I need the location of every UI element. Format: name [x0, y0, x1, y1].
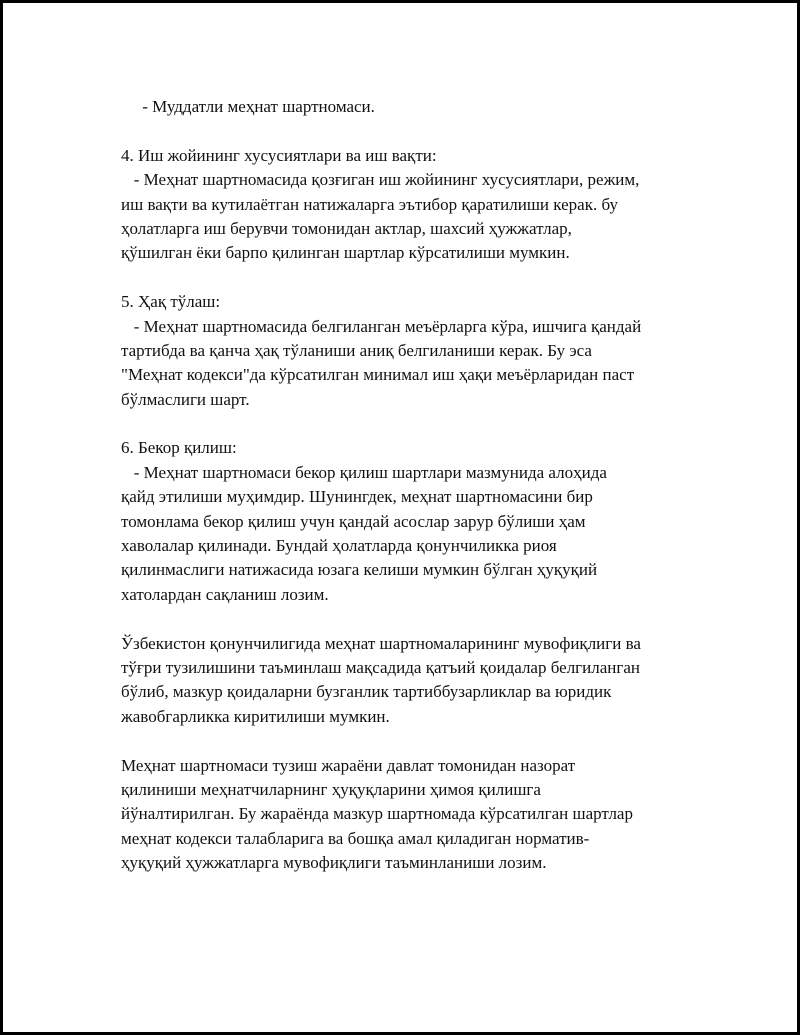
- text-line: Меҳнат шартномаси тузиш жараёни давлат томонидан назорат: [121, 755, 576, 775]
- text-line: - Меҳнат шартномасида қозғиган иш жойининг хусусиятлари, режим,: [121, 170, 640, 190]
- text-line: 4. Иш жойининг хусусиятлари ва иш вақти:: [121, 145, 437, 165]
- text-line: йўналтирилган. Бу жараёнда мазкур шартномада кўрсатилган шартлар: [121, 804, 633, 824]
- blank-line: [121, 266, 701, 290]
- text-line: қайд этилиши муҳимдир. Шунингдек, меҳнат шартномасини бир: [121, 487, 593, 507]
- text-line: 6. Бекор қилиш:: [121, 438, 237, 458]
- text-line: - Муддатли меҳнат шартномаси.: [121, 97, 375, 116]
- text-line: ҳолатларга иш берувчи томонидан актлар, шахсий ҳужжатлар,: [121, 218, 572, 238]
- document-body: [121, 95, 701, 876]
- text-line: 5. Ҳақ тўлаш:: [121, 292, 221, 312]
- text-line: ҳуқуқий ҳужжатларга мувофиқлиги таъминланиши лозим.: [121, 853, 547, 873]
- text-line: томонлама бекор қилиш учун қандай асослар зарур бўлиши ҳам: [121, 511, 586, 531]
- text-line: иш вақти ва кутилаётган натижаларга эътибор қаратилиши керак. бу: [121, 194, 618, 214]
- text-line: қилинмаслиги натижасида юзага келиши мумкин бўлган ҳуқуқий: [121, 560, 598, 580]
- text-line: хаволалар қилинади. Бундай ҳолатларда қонунчиликка риоя: [121, 536, 557, 556]
- text-line: бўлмаслиги шарт.: [121, 389, 250, 409]
- text-line: меҳнат кодекси талабларига ва бошқа амал қиладиган норматив-: [121, 828, 590, 848]
- text-line: бўлиб, мазкур қоидаларни бузганлик тартиббузарликлар ва юридик: [121, 682, 612, 702]
- text-line: - Меҳнат шартномасида белгиланган меъёрларга кўра, ишчига қандай: [121, 316, 642, 336]
- text-line: Ўзбекистон қонунчилигида меҳнат шартномаларининг мувофиқлиги ва: [121, 633, 641, 653]
- text-line: хатолардан сақланиш лозим.: [121, 584, 329, 604]
- blank-line: [121, 119, 701, 143]
- text-line: "Меҳнат кодекси"да кўрсатилган минимал иш ҳақи меъёрларидан паст: [121, 365, 635, 385]
- text-line: тартибда ва қанча ҳақ тўланиши аниқ белгиланиши керак. Бу эса: [121, 340, 592, 360]
- text-line: қилиниши меҳнатчиларнинг ҳуқуқларини ҳимоя қилишга: [121, 779, 541, 799]
- text-line: - Меҳнат шартномаси бекор қилиш шартлари мазмунида алоҳида: [121, 462, 607, 482]
- blank-line: [121, 607, 701, 631]
- blank-line: [121, 412, 701, 436]
- text-line: қўшилган ёки барпо қилинган шартлар кўрсатилиши мумкин.: [121, 243, 570, 263]
- text-line: жавобгарликка киритилиши мумкин.: [121, 706, 390, 726]
- blank-line: [121, 729, 701, 753]
- text-line: тўғри тузилишини таъминлаш мақсадида қатъий қоидалар белгиланган: [121, 657, 640, 677]
